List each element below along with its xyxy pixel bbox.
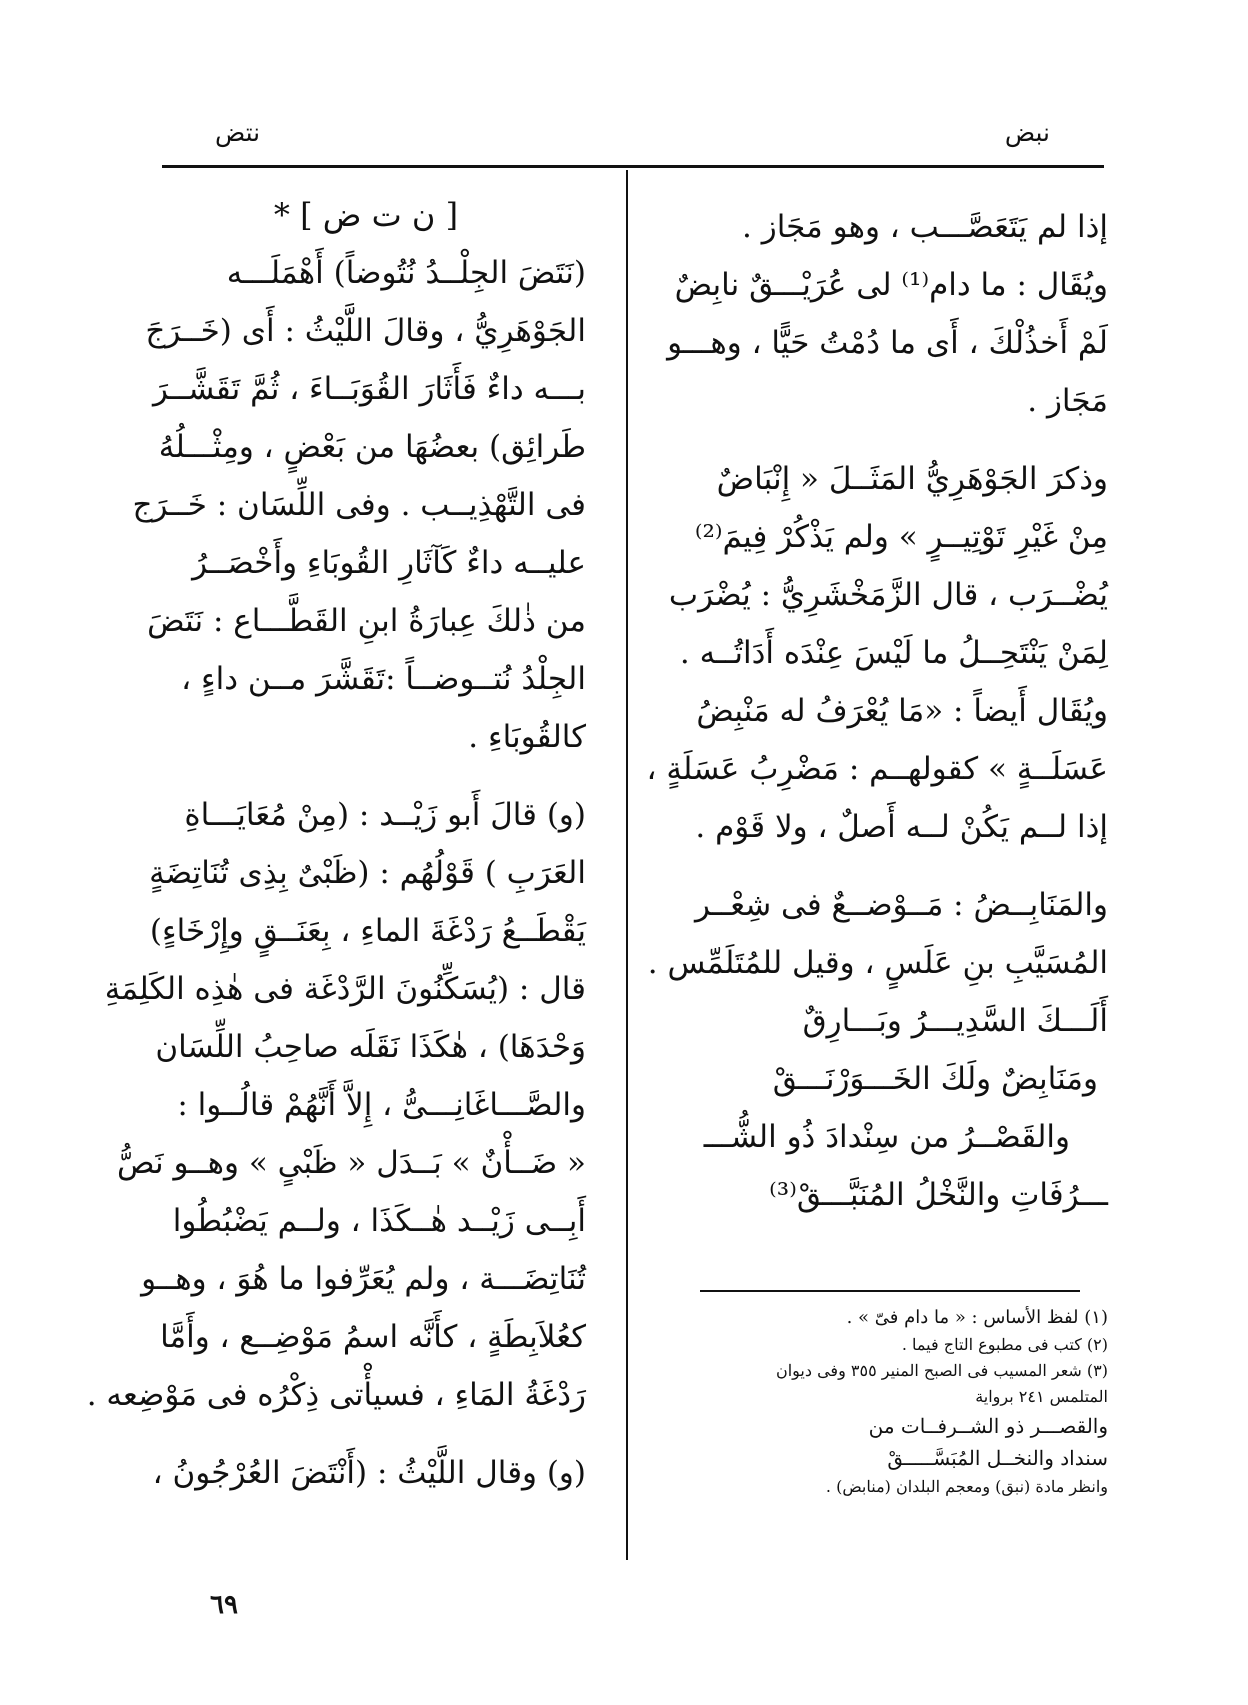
- text-line: ويُقَال : ما دام⁽¹⁾ لى عُرَيْـــقٌ نابِضٌ: [674, 267, 1108, 303]
- text-line: عليــه داءٌ كَآثَارِ القُوبَاءِ وأَخْصَــرُ: [192, 545, 586, 581]
- text-line: عَسَلَــةٍ » كقولهــم : مَضْرِبُ عَسَلَةٍ ،: [646, 751, 1108, 787]
- text-line: الجِلْدُ نُتــوضــاً :تَقَشَّرَ مــن داءٍ ،: [181, 661, 586, 697]
- footnote-3: (٣) شعر المسيب فى الصبح المنير ٣٥٥ وفى ديوان: [775, 1361, 1108, 1380]
- text-line: طَرائِق) بعضُهَا من بَعْضٍ ، ومِثْـــلُهُ: [158, 429, 586, 465]
- footnote-2: (٢) كتب فى مطبوع التاج فيما .: [901, 1335, 1108, 1354]
- text-line: تُنَاتِضَـــة ، ولم يُعَرِّفوا ما هُوَ ، وهــو: [141, 1261, 586, 1297]
- verse-line: ومَنَابِضٌ ولَكَ الخَـــوَرْنَـــقْ: [772, 1061, 1098, 1097]
- page-number: ٦٩: [210, 1590, 238, 1620]
- text-line: أَبِــى زَيْــد هٰــكَذَا ، ولــم يَضْبُطُوا: [172, 1203, 586, 1239]
- text-line: مَجَاز .: [1027, 383, 1108, 419]
- text-line: لِمَنْ يَنْتَحِــلُ ما لَيْسَ عِنْدَه أَدَاتُــه .: [679, 635, 1108, 671]
- footnote-1: (١) لفظ الأساس : « ما دام فىّ » .: [846, 1307, 1108, 1328]
- text-line: (و) قالَ أَبو زَيْــد : (مِنْ مُعَايَـــاةِ: [184, 797, 586, 833]
- text-line: رَدْغَةُ المَاءِ ، فسيأْتى ذِكْرُه فى مَوْضِعه .: [86, 1377, 586, 1413]
- text-line: « ضَــأْنٌ » بَــدَل « ظَبْىٍ » وهــو نَصُّ: [117, 1145, 586, 1181]
- text-line: وَحْدَهَا) ، هٰكَذَا نَقَلَه صاحِبُ اللِّسَان: [155, 1029, 586, 1065]
- text-line: كعُلاَبِطَةٍ ، كأَنَّه اسمُ مَوْضِــع ، وأَمَّا: [160, 1319, 586, 1355]
- text-line: (نَتَضَ الجِلْــدُ نُتُوضاً) أَهْمَلَـــه: [226, 255, 586, 291]
- footnote-3-ref: وانظر مادة (نبق) ومعجم البلدان (منابض) .: [825, 1477, 1108, 1496]
- text-line: إذا لــم يَكُنْ لــه أَصلٌ ، ولا قَوْم .: [695, 809, 1108, 845]
- running-header-right: نبض: [1004, 118, 1050, 147]
- header-rule: [162, 165, 1104, 168]
- text-line: فى التَّهْذِيــب . وفى اللِّسَان : خَــرَج: [132, 487, 586, 523]
- text-line: بـــه داءٌ فَأَثَارَ القُوَبَــاءَ ، ثُمَّ تَقَشَّــرَ: [153, 371, 586, 407]
- footnotes: [688, 1304, 1108, 1500]
- right-column: [646, 198, 1108, 1224]
- entry-heading: [ ن ت ض ] *: [273, 196, 459, 234]
- footnote-rule: [700, 1290, 1080, 1292]
- text-line: كالقُوبَاءِ .: [468, 719, 586, 755]
- column-divider: [626, 170, 628, 1560]
- footnote-3-cont: المتلمس ٢٤١ برواية: [975, 1387, 1108, 1406]
- text-line: العَرَبِ ) قَوْلُهُم : (ظَبْىٌ بِذِى تُنَاتِضَةٍ: [149, 855, 586, 891]
- running-header-left: نتض: [215, 118, 261, 147]
- verse-line: أَلَـــكَ السَّدِيـــرُ وبَـــارِقٌ: [802, 1003, 1108, 1039]
- text-line: ويُقَال أَيضاً : «مَا يُعْرَفُ له مَنْبِضُ: [696, 693, 1108, 729]
- footnote-3-verse: والقصـــر ذو الشــرفــات من: [868, 1414, 1108, 1438]
- text-line: مِنْ غَيْرِ تَوْتِيــرٍ » ولم يَذْكُرْ فِيمَ⁽²⁾: [694, 519, 1108, 555]
- text-line: يَقْطَــعُ رَدْغَةَ الماءِ ، بِعَنَــقٍ وإِرْخَاءٍ): [149, 913, 586, 949]
- text-line: والصَّـــاغَانِـــىُّ ، إِلاَّ أَنَّهُمْ قالُــوا :: [177, 1087, 586, 1123]
- text-line: وذكرَ الجَوْهَرِيُّ المَثَــلَ « إِنْبَاضٌ: [716, 461, 1108, 497]
- text-line: (و) وقال اللَّيْثُ : (أَنْتَضَ العُرْجُونُ ،: [152, 1455, 586, 1491]
- text-line: قال : (يُسَكِّنُونَ الرَّدْغَة فى هٰذِه الكَلِمَةِ: [104, 971, 586, 1007]
- text-line: الجَوْهَرِيُّ ، وقالَ اللَّيْثُ : أَى (خَــرَجَ: [145, 313, 586, 349]
- text-line: يُضْــرَب ، قال الزَّمَخْشَرِيُّ : يُضْرَب: [668, 577, 1108, 613]
- text-line: المُسَيَّبِ بنِ عَلَسٍ ، وقيل للمُتَلَمِّس .: [647, 945, 1108, 981]
- text-line: إذا لم يَتَعَصَّـــب ، وهو مَجَاز .: [742, 209, 1108, 245]
- footnote-3-verse: سنداد والنخــل المُبَسَّـــــقْ: [887, 1446, 1108, 1470]
- text-line: والمَنَابِــضُ : مَــوْضــعٌ فى شِعْــر: [694, 887, 1108, 923]
- left-column: [86, 186, 586, 1502]
- text-line: لَمْ أَخذُلْكَ ، أَى ما دُمْتُ حَيًّا ، وهـــو: [667, 325, 1108, 361]
- text-line: من ذٰلكَ عِبارَةُ ابنِ القَطَّـــاع : نَتَضَ: [147, 603, 586, 639]
- verse-line: والقَصْــرُ من سِنْدادَ ذُو الشُّـــ: [703, 1119, 1070, 1155]
- verse-line: ـــرُفَاتِ والنَّخْلُ المُنَبَّـــقْ⁽³⁾: [769, 1177, 1108, 1213]
